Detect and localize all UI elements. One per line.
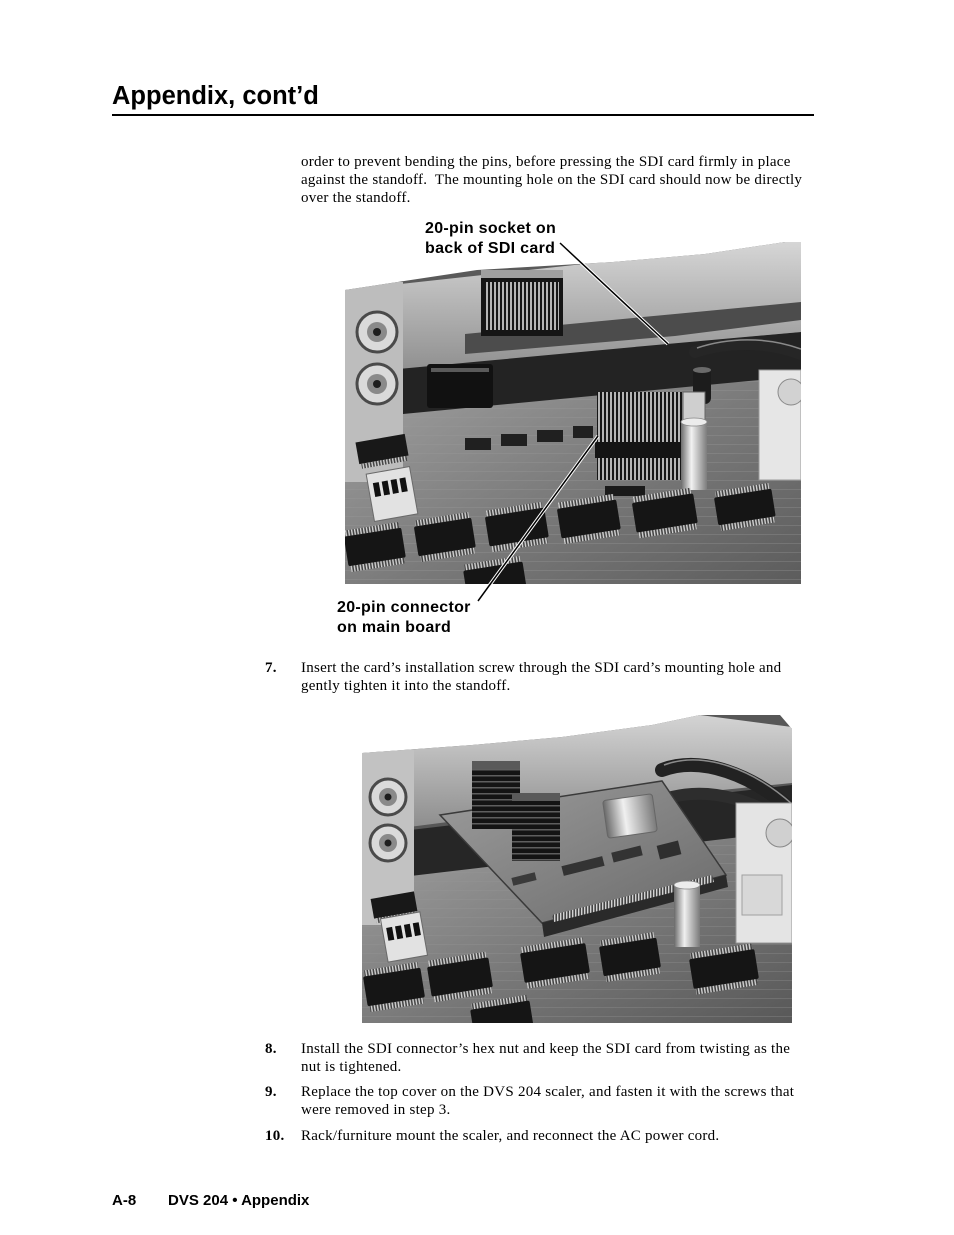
transformer <box>759 370 801 480</box>
transformer-badge <box>766 819 792 847</box>
capacitor-top <box>693 367 711 373</box>
ic-chip <box>413 512 477 563</box>
standoff <box>681 418 707 490</box>
smd-chip <box>573 426 593 438</box>
step-text: Insert the card’s installation screw through the SDI card’s mounting hole and gently tighten it into the standoff. <box>301 660 782 694</box>
smd-chip <box>465 438 491 450</box>
crystal <box>683 392 705 420</box>
footer-doc-title: DVS 204 • Appendix <box>168 1192 310 1209</box>
crystal <box>603 794 658 839</box>
standoff <box>674 881 700 947</box>
connector-body <box>512 801 560 861</box>
bnc-pin <box>373 380 381 388</box>
standoff-body <box>674 885 700 947</box>
step-7 <box>265 659 809 695</box>
connector-pins <box>597 392 683 444</box>
callout-connector-label <box>337 598 471 638</box>
connector-pins-lower <box>597 458 683 480</box>
bnc-connector <box>370 825 406 861</box>
step-10 <box>265 1127 809 1145</box>
callout-line: 20-pin connector <box>337 599 471 616</box>
bnc-connector <box>370 779 406 815</box>
callout-line: 20-pin socket on <box>425 220 557 237</box>
transformer-label <box>742 875 782 915</box>
dip-switch <box>380 912 427 962</box>
photo-pin-alignment <box>345 242 801 584</box>
standoff-top <box>674 881 700 889</box>
connector-cap <box>512 793 560 801</box>
page-heading: Appendix, cont’d <box>112 82 319 110</box>
standoff-top <box>681 418 707 426</box>
dip-switch <box>366 467 418 522</box>
dip-switch-body <box>380 912 427 962</box>
smd-chip <box>537 430 563 442</box>
ic-chip <box>598 932 662 983</box>
connector-cap <box>472 761 520 769</box>
step-text: Rack/furniture mount the scaler, and reconnect the AC power cord. <box>301 1128 720 1144</box>
step-text: Replace the top cover on the DVS 204 scaler, and fasten it with the screws that were removed in step 3. <box>301 1084 795 1118</box>
photo-content <box>345 242 801 584</box>
standoff-body <box>681 422 707 490</box>
transformer <box>736 803 792 943</box>
step-9 <box>265 1083 809 1119</box>
photo-content <box>362 715 792 1023</box>
bnc-pin <box>385 794 392 801</box>
main-board-connector-20-pin <box>595 392 685 480</box>
photo-sdi-card-installed <box>362 715 792 1023</box>
transformer-badge <box>778 379 801 405</box>
step-8 <box>265 1040 809 1076</box>
dip-switch-body <box>366 467 418 522</box>
step-number: 9. <box>265 1084 277 1100</box>
smd-chip <box>501 434 527 446</box>
sdi-input-connector <box>512 793 560 861</box>
callout-line: back of SDI card <box>425 240 556 257</box>
socket-rim <box>481 270 563 278</box>
bnc-connector <box>357 312 397 352</box>
step-number: 7. <box>265 660 277 676</box>
intro-paragraph: order to prevent bending the pins, before pressing the SDI card firmly in place against the standoff. The mounting hole on the SDI card should now be directly over the standoff. <box>301 154 807 206</box>
step-number: 8. <box>265 1041 277 1057</box>
connector-base <box>595 442 685 458</box>
bnc-connector <box>357 364 397 404</box>
step-number: 10. <box>265 1128 285 1144</box>
sdi-socket-20-pin <box>481 270 563 336</box>
step-text: Install the SDI connector’s hex nut and keep the SDI card from twisting as the nut is tightened. <box>301 1041 791 1075</box>
relay-highlight <box>431 368 489 372</box>
callout-line: on main board <box>337 619 452 636</box>
socket-pins <box>485 282 559 330</box>
footer-page-number: A-8 <box>112 1192 137 1209</box>
heading-rule <box>112 114 814 116</box>
bnc-pin <box>385 840 392 847</box>
ic-chip <box>362 962 426 1013</box>
bnc-pin <box>373 328 381 336</box>
